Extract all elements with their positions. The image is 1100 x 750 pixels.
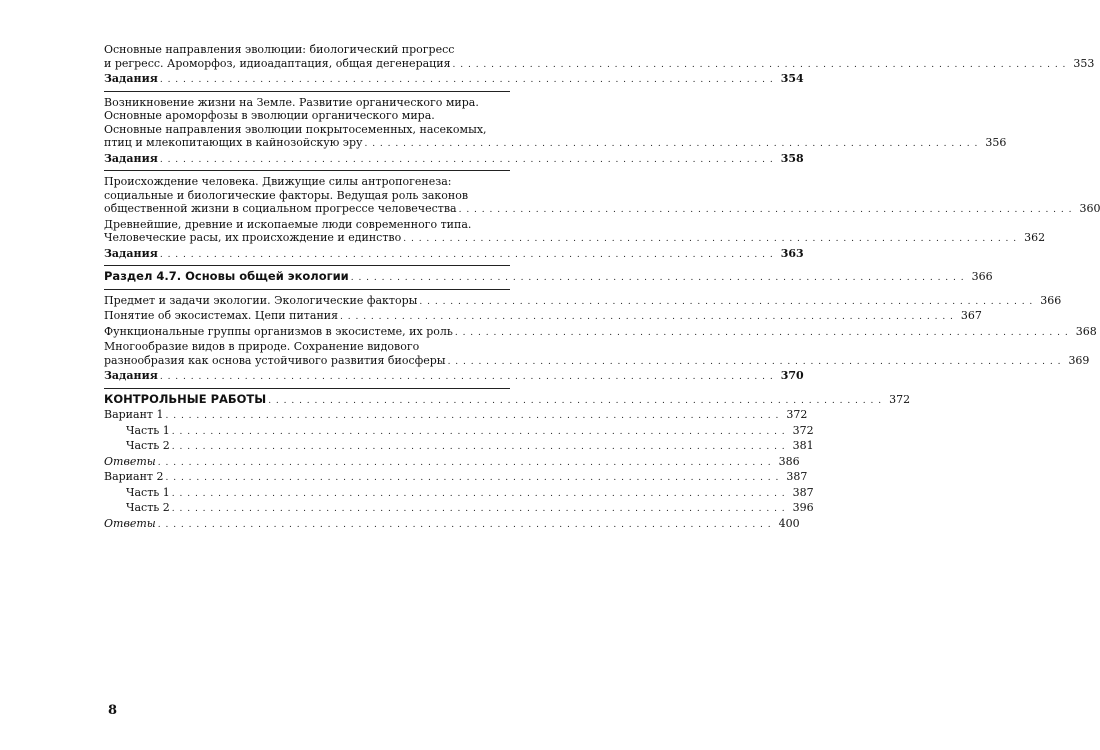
toc-entry-line bbox=[104, 218, 510, 232]
toc-entry-title: Ответы bbox=[104, 454, 156, 468]
toc-entry-title: Задания bbox=[104, 369, 158, 382]
toc-page-number: 386 bbox=[778, 454, 800, 468]
toc-entry-line bbox=[104, 269, 993, 286]
toc-page-number: 367 bbox=[960, 309, 982, 322]
dot-leader: . . . . . . . . . . . . . . . . . . . . . . . . . . . . . . . . . . . . . . . . . . . . . . . . . . . . . . . . . . . . . . . . . . . . . . . . . . . . . . . . bbox=[165, 411, 780, 421]
dot-leader: . . . . . . . . . . . . . . . . . . . . . . . . . . . . . . . . . . . . . . . . . . . . . . . . . . . . . . . . . . . . . . . . . . . . . . . . . . . . . . . . bbox=[171, 504, 786, 514]
dot-leader: . . . . . . . . . . . . . . . . . . . . . . . . . . . . . . . . . . . . . . . . . . . . . . . . . . . . . . . . . . . . . . . . . . . . . . . . . . . . . . . . bbox=[159, 372, 774, 382]
toc-entry bbox=[104, 309, 982, 325]
dot-leader: . . . . . . . . . . . . . . . . . . . . . . . . . . . . . . . . . . . . . . . . . . . . . . . . . . . . . . . . . . . . . . . . . . . . . . . . . . . . . . . . bbox=[159, 154, 774, 165]
dot-leader: . . . . . . . . . . . . . . . . . . . . . . . . . . . . . . . . . . . . . . . . . . . . . . . . . . . . . . . . . . . . . . . . . . . . . . . . . . . . . . . . bbox=[452, 59, 1067, 70]
dot-leader: . . . . . . . . . . . . . . . . . . . . . . . . . . . . . . . . . . . . . . . . . . . . . . . . . . . . . . . . . . . . . . . . . . . . . . . . . . . . . . . . bbox=[447, 356, 1062, 367]
toc-entry bbox=[104, 246, 804, 263]
dot-leader: . . . . . . . . . . . . . . . . . . . . . . . . . . . . . . . . . . . . . . . . . . . . . . . . . . . . . . . . . . . . . . . . . . . . . . . . . . . . . . . . bbox=[403, 234, 1018, 244]
toc-entry-line bbox=[104, 202, 1100, 218]
toc-entry-line bbox=[104, 369, 804, 385]
toc-entry-line bbox=[104, 516, 800, 533]
toc-entry-title: Ответы bbox=[104, 516, 156, 530]
toc-entry bbox=[104, 391, 911, 409]
toc-entry-line bbox=[104, 246, 804, 263]
toc-entry-line bbox=[104, 470, 808, 486]
toc-entry bbox=[104, 516, 800, 533]
toc-entry-title: Древнейшие, древние и ископаемые люди современного типа. bbox=[104, 217, 472, 231]
toc-entry-line bbox=[104, 485, 814, 502]
toc-entry-line bbox=[104, 231, 1046, 247]
toc-entry-title: Человеческие расы, их происхождение и единство bbox=[104, 231, 402, 244]
dot-leader: . . . . . . . . . . . . . . . . . . . . . . . . . . . . . . . . . . . . . . . . . . . . . . . . . . . . . . . . . . . . . . . . . . . . . . . . . . . . . . . . bbox=[364, 139, 979, 149]
toc-entry-title: Предмет и задачи экологии. Экологические факторы bbox=[104, 293, 418, 307]
dot-leader: . . . . . . . . . . . . . . . . . . . . . . . . . . . . . . . . . . . . . . . . . . . . . . . . . . . . . . . . . . . . . . . . . . . . . . . . . . . . . . . . bbox=[159, 75, 774, 85]
section-divider bbox=[104, 91, 510, 92]
table-of-contents bbox=[104, 43, 1100, 532]
toc-page-number: 358 bbox=[780, 151, 804, 165]
section-divider bbox=[104, 388, 510, 389]
toc-entry-title: Многообразие видов в природе. Сохранение видового bbox=[104, 340, 420, 353]
toc-page-number: 370 bbox=[780, 369, 804, 382]
toc-page-number: 372 bbox=[792, 423, 814, 437]
toc-entry bbox=[104, 269, 993, 286]
toc-page-number: 366 bbox=[1040, 293, 1062, 307]
toc-entry-line bbox=[104, 501, 814, 517]
toc-entry-line bbox=[104, 324, 1097, 341]
toc-entry-title: Задания bbox=[104, 151, 158, 165]
toc-entry-title: Часть 2 bbox=[126, 501, 170, 514]
toc-page-number: 396 bbox=[792, 501, 814, 514]
toc-entry bbox=[104, 217, 1046, 247]
toc-entry-line bbox=[104, 439, 814, 455]
toc-entry-line bbox=[104, 340, 510, 354]
dot-leader: . . . . . . . . . . . . . . . . . . . . . . . . . . . . . . . . . . . . . . . . . . . . . . . . . . . . . . . . . . . . . . . . . . . . . . . . . . . . . . . . bbox=[157, 519, 772, 530]
dot-leader: . . . . . . . . . . . . . . . . . . . . . . . . . . . . . . . . . . . . . . . . . . . . . . . . . . . . . . . . . . . . . . . . . . . . . . . . . . . . . . . . bbox=[165, 473, 780, 483]
toc-page-number: 387 bbox=[786, 470, 808, 483]
toc-entry-line bbox=[104, 109, 510, 123]
toc-entry-line bbox=[104, 151, 804, 168]
toc-entry-title: и регресс. Ароморфоз, идиоадаптация, общая дегенерация bbox=[104, 56, 451, 70]
toc-entry bbox=[104, 369, 804, 385]
toc-entry-title: Основные направления эволюции покрытосеменных, насекомых, bbox=[104, 122, 487, 136]
toc-page-number: 362 bbox=[1024, 231, 1046, 244]
section-divider bbox=[104, 265, 510, 266]
toc-entry bbox=[104, 485, 814, 502]
toc-page-number: 354 bbox=[780, 72, 804, 85]
toc-entry-title: птиц и млекопитающих в кайнозойскую эру bbox=[104, 136, 363, 149]
toc-entry-title: Вариант 2 bbox=[104, 470, 164, 483]
toc-entry bbox=[104, 423, 814, 440]
toc-entry-title: Основные направления эволюции: биологический прогресс bbox=[104, 43, 455, 56]
toc-entry-line bbox=[104, 454, 800, 471]
toc-entry-title: общественной жизни в социальном прогрессе человечества bbox=[104, 202, 457, 215]
toc-entry bbox=[104, 151, 804, 168]
dot-leader: . . . . . . . . . . . . . . . . . . . . . . . . . . . . . . . . . . . . . . . . . . . . . . . . . . . . . . . . . . . . . . . . . . . . . . . . . . . . . . . . bbox=[171, 488, 786, 499]
toc-entry-line bbox=[104, 123, 510, 137]
toc-page-number: 372 bbox=[889, 392, 911, 406]
toc-entry-title: Часть 1 bbox=[126, 423, 170, 437]
toc-entry-title: Часть 1 bbox=[126, 485, 170, 499]
toc-page-number: 360 bbox=[1079, 202, 1100, 215]
toc-entry-line bbox=[104, 43, 510, 57]
toc-entry-title: Возникновение жизни на Земле. Развитие органического мира. bbox=[104, 95, 479, 109]
dot-leader: . . . . . . . . . . . . . . . . . . . . . . . . . . . . . . . . . . . . . . . . . . . . . . . . . . . . . . . . . . . . . . . . . . . . . . . . . . . . . . . . bbox=[171, 426, 786, 437]
toc-entry bbox=[104, 408, 808, 424]
dot-leader: . . . . . . . . . . . . . . . . . . . . . . . . . . . . . . . . . . . . . . . . . . . . . . . . . . . . . . . . . . . . . . . . . . . . . . . . . . . . . . . . bbox=[419, 296, 1034, 307]
toc-entry bbox=[104, 175, 1100, 218]
toc-entry bbox=[104, 439, 814, 455]
section-divider bbox=[104, 289, 510, 290]
dot-leader: . . . . . . . . . . . . . . . . . . . . . . . . . . . . . . . . . . . . . . . . . . . . . . . . . . . . . . . . . . . . . . . . . . . . . . . . . . . . . . . . bbox=[340, 312, 954, 322]
dot-leader: . . . . . . . . . . . . . . . . . . . . . . . . . . . . . . . . . . . . . . . . . . . . . . . . . . . . . . . . . . . . . . . . . . . . . . . . . . . . . . . . bbox=[157, 457, 772, 468]
toc-entry bbox=[104, 340, 1090, 369]
dot-leader: . . . . . . . . . . . . . . . . . . . . . . . . . . . . . . . . . . . . . . . . . . . . . . . . . . . . . . . . . . . . . . . . . . . . . . . . . . . . . . . . bbox=[159, 249, 774, 260]
toc-entry bbox=[104, 470, 808, 486]
toc-page-number: 366 bbox=[971, 270, 993, 283]
toc-entry-line bbox=[104, 293, 1062, 310]
toc-page-number: 368 bbox=[1075, 324, 1097, 338]
toc-entry-line bbox=[104, 72, 804, 88]
toc-page-number: 363 bbox=[780, 246, 804, 260]
toc-entry-line bbox=[104, 391, 911, 409]
toc-entry-title: Раздел 4.7. Основы общей экологии bbox=[104, 269, 349, 283]
toc-entry bbox=[104, 43, 1095, 72]
toc-entry-title: Задания bbox=[104, 246, 158, 260]
toc-entry-line bbox=[104, 175, 510, 189]
toc-page-number: 356 bbox=[985, 136, 1007, 149]
dot-leader: . . . . . . . . . . . . . . . . . . . . . . . . . . . . . . . . . . . . . . . . . . . . . . . . . . . . . . . . . . . . . . . . . . . . . . . . . . . . . . . . bbox=[350, 273, 965, 283]
toc-entry-title: разнообразия как основа устойчивого развития биосферы bbox=[104, 353, 446, 367]
toc-entry-line bbox=[104, 309, 982, 325]
toc-page-number: 353 bbox=[1073, 56, 1095, 70]
toc-entry bbox=[104, 324, 1097, 341]
dot-leader: . . . . . . . . . . . . . . . . . . . . . . . . . . . . . . . . . . . . . . . . . . . . . . . . . . . . . . . . . . . . . . . . . . . . . . . . . . . . . . . . bbox=[171, 442, 786, 452]
toc-entry-line bbox=[104, 189, 510, 203]
toc-entry bbox=[104, 501, 814, 517]
toc-entry-line bbox=[104, 96, 510, 110]
toc-page-number: 387 bbox=[792, 485, 814, 499]
toc-entry-title: Часть 2 bbox=[126, 439, 170, 452]
page-number: 8 bbox=[108, 703, 118, 718]
dot-leader: . . . . . . . . . . . . . . . . . . . . . . . . . . . . . . . . . . . . . . . . . . . . . . . . . . . . . . . . . . . . . . . . . . . . . . . . . . . . . . . . bbox=[454, 327, 1069, 338]
toc-entry-line bbox=[104, 136, 1007, 152]
toc-entry bbox=[104, 95, 1007, 152]
toc-entry-line bbox=[104, 56, 1095, 73]
toc-entry-line bbox=[104, 408, 808, 424]
toc-entry-title: Вариант 1 bbox=[104, 408, 164, 421]
dot-leader: . . . . . . . . . . . . . . . . . . . . . . . . . . . . . . . . . . . . . . . . . . . . . . . . . . . . . . . . . . . . . . . . . . . . . . . . . . . . . . . . bbox=[268, 395, 883, 406]
toc-entry bbox=[104, 454, 800, 471]
toc-page-number: 372 bbox=[786, 408, 808, 421]
toc-entry-title: КОНТРОЛЬНЫЕ РАБОТЫ bbox=[104, 391, 267, 406]
section-divider bbox=[104, 170, 510, 171]
toc-entry-title: социальные и биологические факторы. Ведущая роль законов bbox=[104, 188, 469, 202]
toc-entry-line bbox=[104, 353, 1090, 370]
toc-entry-line bbox=[104, 423, 814, 440]
toc-entry bbox=[104, 293, 1062, 310]
toc-entry-title: Происхождение человека. Движущие силы антропогенеза: bbox=[104, 175, 452, 188]
dot-leader: . . . . . . . . . . . . . . . . . . . . . . . . . . . . . . . . . . . . . . . . . . . . . . . . . . . . . . . . . . . . . . . . . . . . . . . . . . . . . . . . bbox=[458, 205, 1073, 215]
toc-entry-title: Основные ароморфозы в эволюции органического мира. bbox=[104, 109, 435, 122]
toc-entry-title: Функциональные группы организмов в экосистеме, их роль bbox=[104, 324, 453, 338]
toc-entry-title: Понятие об экосистемах. Цепи питания bbox=[104, 309, 339, 322]
toc-page-number: 381 bbox=[792, 439, 814, 452]
toc-page-number: 400 bbox=[778, 516, 800, 530]
toc-page-number: 369 bbox=[1068, 353, 1090, 367]
toc-entry-title: Задания bbox=[104, 72, 158, 85]
toc-entry bbox=[104, 72, 804, 88]
